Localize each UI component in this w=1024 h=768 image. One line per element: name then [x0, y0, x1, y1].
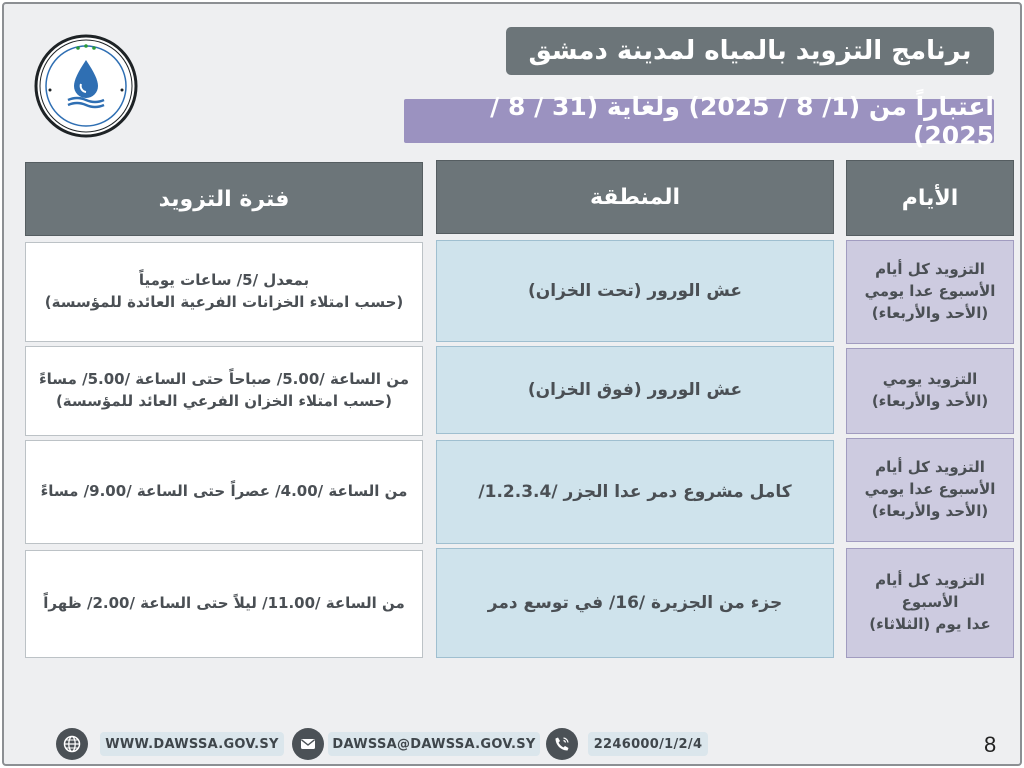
row-2-days-line-1: التزويد يومي [882, 370, 978, 389]
row-2-area: عش الورور (فوق الخزان) [436, 346, 834, 434]
row-1-days-line-3: (الأحد والأربعاء) [871, 303, 989, 322]
row-1-period [25, 242, 423, 342]
page [2, 2, 1022, 766]
row-3-days-line-1: التزويد كل أيام [875, 458, 985, 477]
row-3-days-line-2: الأسبوع عدا يومي [864, 480, 996, 499]
page-number: 8 [984, 732, 997, 757]
globe-icon [56, 728, 88, 760]
row-2-period [25, 346, 423, 436]
row-2-period-line-1: من الساعة /5.00/ صباحاً حتى الساعة /5.00/ مساءً [39, 370, 409, 389]
row-4-period [25, 550, 423, 658]
row-4-days-line-2: الأسبوع [901, 593, 959, 612]
row-1-days-line-1: التزويد كل أيام [875, 260, 985, 279]
row-3-area: كامل مشروع دمر عدا الجزر /1.2.3.4/ [436, 440, 834, 544]
row-3-days [846, 438, 1014, 542]
page-title: برنامج التزويد بالمياه لمدينة دمشق [506, 27, 994, 75]
row-3-period [25, 440, 423, 544]
row-1-period-line-1: بمعدل /5/ ساعات يومياً [138, 271, 310, 290]
column-header-area: المنطقة [436, 160, 834, 234]
row-4-days [846, 548, 1014, 658]
row-2-days-line-2: (الأحد والأربعاء) [871, 392, 989, 410]
row-2-days [846, 348, 1014, 434]
row-4-period-line-1: من الساعة /11.00/ ليلاً حتى الساعة /2.00/ ظهراً [43, 594, 405, 613]
date-range-subtitle: اعتباراً من (1/ 8 / 2025) ولغاية (31 / 8 / 2025) [404, 99, 994, 143]
row-1-days-line-2: الأسبوع عدا يومي [864, 282, 996, 301]
phone-icon [546, 728, 578, 760]
email-link[interactable]: DAWSSA@DAWSSA.GOV.SY [328, 732, 540, 756]
row-1-area: عش الورور (تحت الخزان) [436, 240, 834, 342]
row-4-days-line-1: التزويد كل أيام [875, 571, 985, 590]
row-1-days [846, 240, 1014, 344]
row-3-period-line-1: من الساعة /4.00/ عصراً حتى الساعة /9.00/ مساءً [40, 482, 408, 501]
column-header-period: فترة التزويد [25, 162, 423, 236]
column-header-days: الأيام [846, 160, 1014, 236]
row-1-period-line-2: (حسب امتلاء الخزانات الفرعية العائدة للمؤسسة) [44, 293, 404, 311]
row-2-period-line-2: (حسب امتلاء الخزان الفرعي العائد للمؤسسة) [55, 392, 393, 410]
organization-logo [34, 34, 138, 138]
row-3-days-line-3: (الأحد والأربعاء) [871, 501, 989, 520]
row-4-days-line-3: عدا يوم (الثلاثاء) [869, 614, 991, 633]
row-4-area: جزء من الجزيرة /16/ في توسع دمر [436, 548, 834, 658]
website-link[interactable]: WWW.DAWSSA.GOV.SY [100, 732, 284, 756]
mail-icon [292, 728, 324, 760]
phone-number: 2246000/1/2/4 [588, 732, 708, 756]
